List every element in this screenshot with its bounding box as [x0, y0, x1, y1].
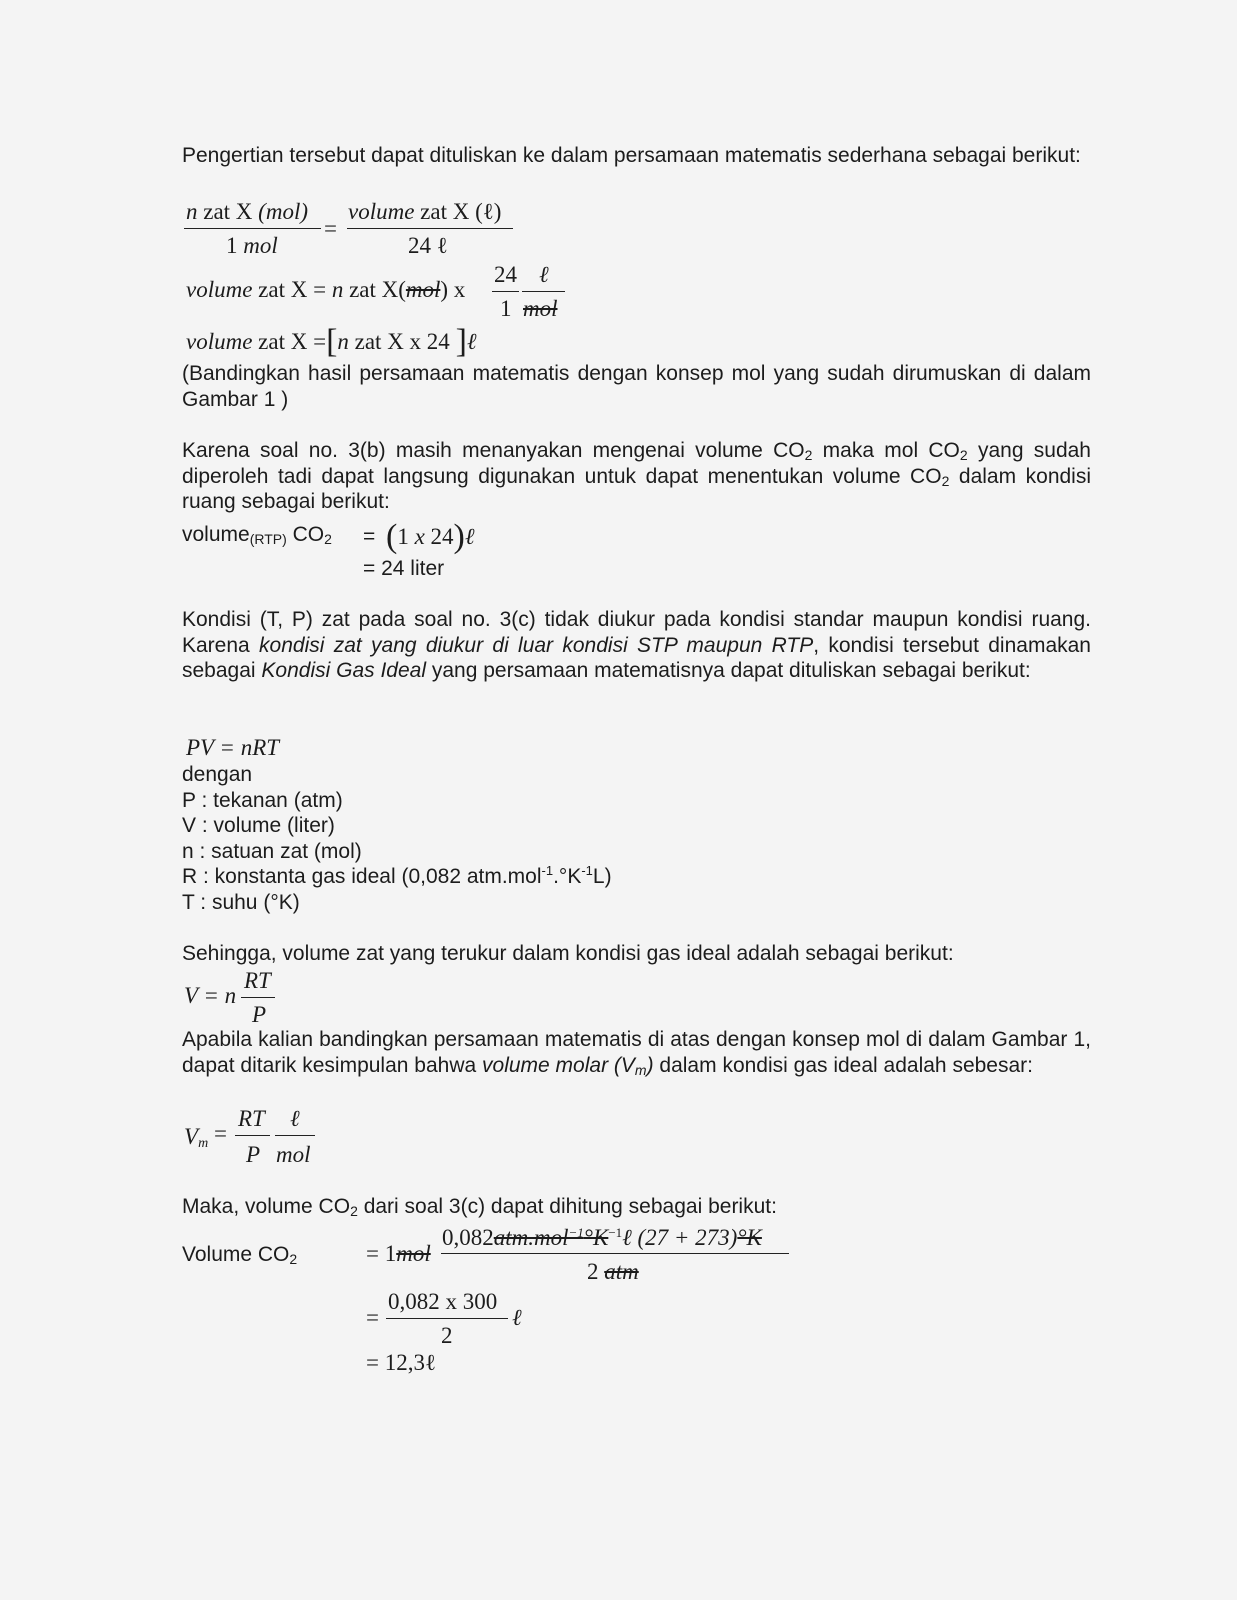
var-n: n : satuan zat (mol) — [182, 840, 362, 863]
calc-line2-liter: ℓ — [512, 1305, 522, 1330]
eq1-numerator-right: volume zat X (ℓ) — [348, 199, 502, 224]
eq-v-numerator: RT — [244, 968, 271, 993]
var-t: T : suhu (°K) — [182, 891, 300, 914]
eq-vm-denominator-2: mol — [276, 1142, 311, 1167]
eq-v-denominator: P — [252, 1002, 267, 1027]
eq1-fraction-bar-left — [184, 228, 321, 229]
eq-vm-fraction-bar-1 — [235, 1135, 270, 1136]
var-p: P : tekanan (atm) — [182, 789, 343, 812]
eq2-fraction-bar-2 — [522, 291, 565, 292]
paragraph-kondisi: Kondisi (T, P) zat pada soal no. 3(c) tidak diukur pada kondisi standar maupun kondisi ruang. Karena kondisi zat yang diukur di luar kondisi STP maupun RTP, kondisi tersebut dinamakan sebagai Kondisi Gas Ideal yang persamaan matematisnya dapat dituliskan sebagai berikut: — [182, 608, 1091, 682]
eq2-numerator-24: 24 — [494, 262, 517, 287]
eq1-denominator-right: 24 ℓ — [408, 233, 448, 258]
rtp-result: = 24 liter — [363, 557, 445, 580]
dengan-label: dengan — [182, 763, 253, 786]
calc-line1-lhs: = 1mol — [366, 1241, 431, 1266]
ideal-gas-equation: PV = nRT — [186, 735, 280, 760]
eq-vm-v: $V_m$ — [184, 1124, 209, 1151]
paragraph-karena: Karena soal no. 3(b) masih menanyakan mengenai volume $CO_2$ maka mol $CO_2$ yang sudah diperoleh tadi dapat langsung digunakan untuk dapat menentukan volume $CO_2$ dalam kondisi ruang sebagai berikut: — [182, 439, 1092, 513]
paragraph-maka: Maka, volume $CO_2$ dari soal 3(c) dapat dihitung sebagai berikut: — [182, 1195, 777, 1219]
var-v: V : volume (liter) — [182, 814, 335, 837]
rtp-equals: = — [363, 525, 376, 548]
rtp-expression: (1 x 24)ℓ — [386, 518, 475, 555]
paragraph-intro: Pengertian tersebut dapat dituliskan ke dalam persamaan matematis sederhana sebagai berikut: — [182, 144, 1081, 167]
paragraph-compare: (Bandingkan hasil persamaan matematis dengan konsep mol yang sudah dirumuskan di dalam Gambar 1 ) — [182, 362, 1091, 411]
calc-line2-denominator: 2 — [441, 1323, 453, 1348]
eq2-fraction-bar-1 — [492, 291, 519, 292]
calc-line2-fraction-bar — [386, 1318, 508, 1319]
calc-line1-numerator: $0,082atm.mol^{-1}^\circ K^{-1}\ell$ (27 + 273)°K — [442, 1225, 762, 1250]
eq-v-lhs: V = n — [184, 983, 237, 1008]
eq-vm-equals: = — [214, 1121, 227, 1146]
eq2-denominator-1: 1 — [500, 296, 512, 321]
var-r: R : konstanta gas ideal (0,082 $atm.mol^{-1}.^\circ K^{-1}L$) — [182, 863, 612, 888]
paragraph-apabila: Apabila kalian bandingkan persamaan matematis di atas dengan konsep mol di dalam Gambar 1, dapat ditarik kesimpulan bahwa volume molar $(V_m)$ dalam kondisi gas ideal adalah sebesar: — [182, 1028, 1091, 1078]
eq-vm-denominator-1: P — [246, 1142, 261, 1167]
paragraph-sehingga: Sehingga, volume zat yang terukur dalam kondisi gas ideal adalah sebagai berikut: — [182, 942, 954, 965]
eq1-numerator-left: n zat X (mol) — [186, 199, 308, 224]
eq-vm-numerator-2: ℓ — [290, 1106, 300, 1131]
eq1-denominator-left: 1 mol — [226, 233, 278, 258]
eq-vm-fraction-bar-2 — [275, 1135, 315, 1136]
calc-line2-numerator: 0,082 x 300 — [388, 1289, 498, 1314]
calc-line3-result: = 12,3ℓ — [366, 1350, 436, 1375]
eq-v-fraction-bar — [241, 997, 275, 998]
eq2-denominator-mol: mol — [523, 296, 558, 321]
eq1-fraction-bar-right — [347, 228, 513, 229]
calc-label: Volume $CO_2$ — [182, 1243, 298, 1267]
eq-vm-numerator-1: RT — [238, 1106, 265, 1131]
calc-line1-fraction-bar — [441, 1253, 789, 1254]
calc-line1-denominator: 2 atm — [587, 1259, 639, 1284]
calc-line2-equals: = — [366, 1305, 379, 1330]
eq1-equals: = — [324, 216, 337, 241]
eq2-numerator-liter: ℓ — [539, 262, 549, 287]
eq2-left-side: volume zat X = n zat X(mol) x — [186, 277, 466, 302]
rtp-label: volume$_{(RTP)}$ $CO_2$ — [182, 523, 332, 547]
equation-volume-n-times-24: volume zat X =[n zat X x 24 ]ℓ — [186, 323, 477, 360]
